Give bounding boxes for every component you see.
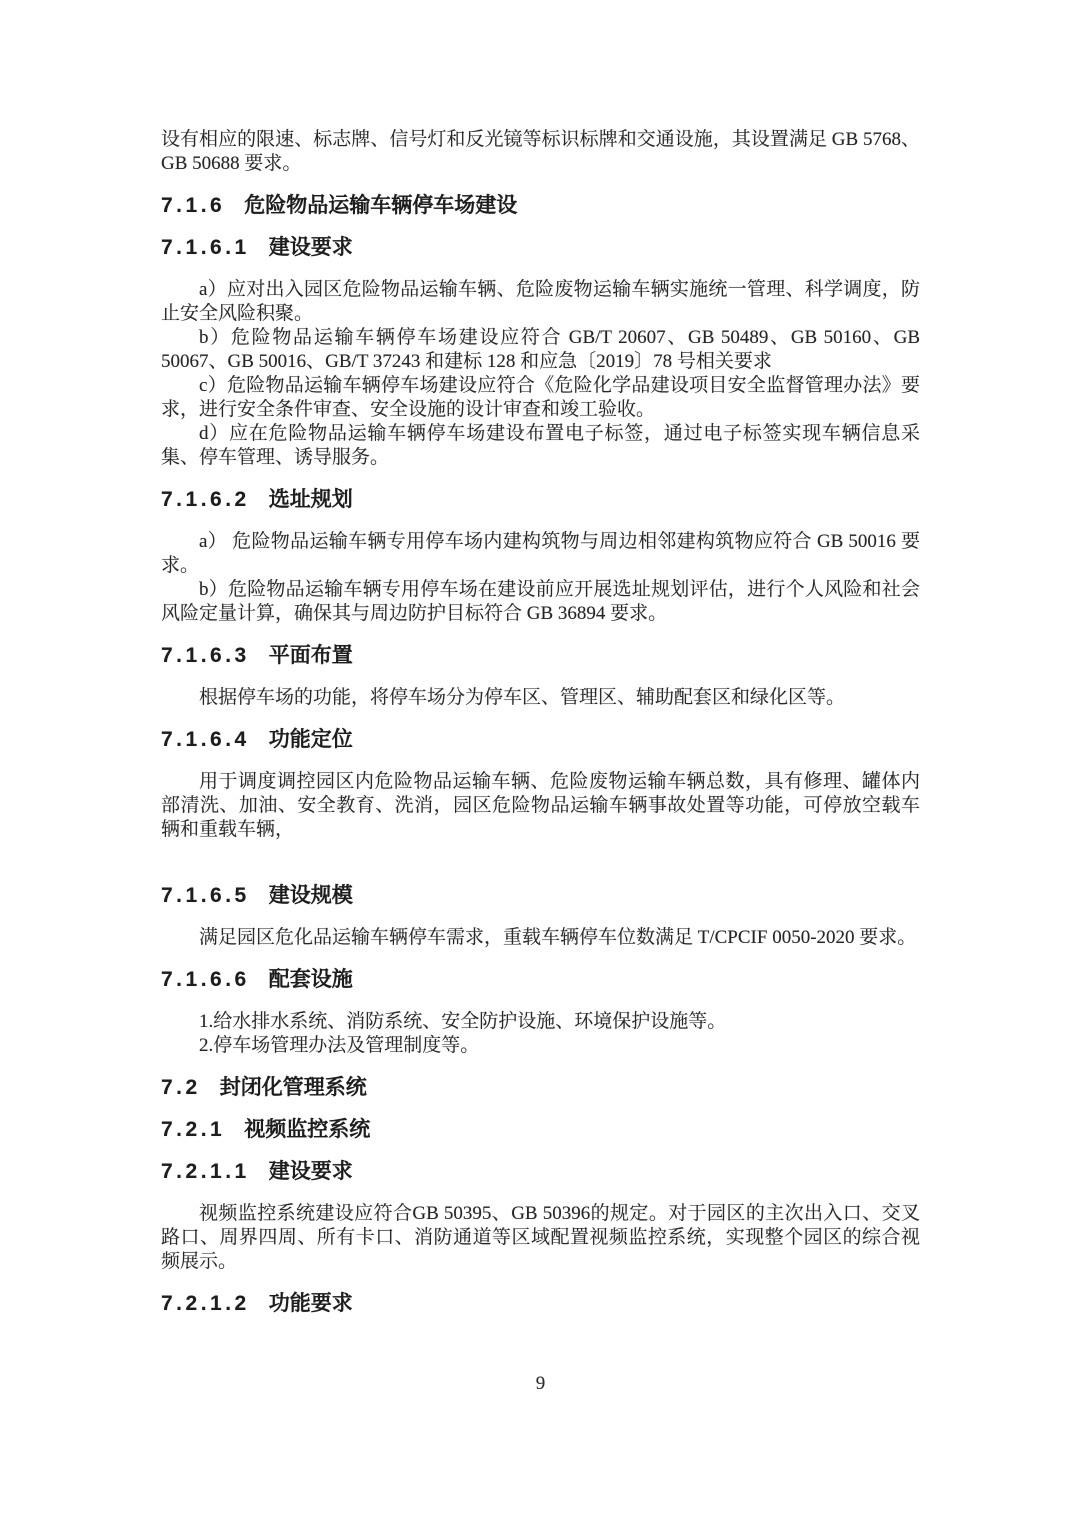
heading-title: 危险物品运输车辆停车场建设 xyxy=(244,194,518,217)
heading-title: 功能定位 xyxy=(268,728,353,751)
heading-7-1-6-2 xyxy=(161,488,920,512)
heading-7-1-6-4 xyxy=(161,728,920,752)
heading-title: 功能要求 xyxy=(268,1292,353,1315)
heading-number: 7.1.6.2 xyxy=(161,488,250,511)
paragraph-continuation: 设有相应的限速、标志牌、信号灯和反光镜等标识标牌和交通设施，其设置满足 GB 5768、GB 50688 要求。 xyxy=(161,129,920,174)
heading-number: 7.1.6.5 xyxy=(161,884,250,907)
heading-7-1-6-6 xyxy=(161,968,920,992)
heading-title: 配套设施 xyxy=(268,968,353,991)
clause-c: c）危险物品运输车辆停车场建设应符合《危险化学品建设项目安全监督管理办法》要求，进行安全条件审查、安全设施的设计审查和竣工验收。 xyxy=(161,375,920,420)
heading-7-2-1-1 xyxy=(161,1160,920,1184)
heading-number: 7.1.6.6 xyxy=(161,968,250,991)
heading-7-2-1 xyxy=(161,1118,920,1142)
heading-title: 建设要求 xyxy=(268,236,353,259)
heading-7-2-1-2 xyxy=(161,1292,920,1316)
heading-number: 7.1.6 xyxy=(161,194,226,217)
heading-title: 平面布置 xyxy=(268,644,353,667)
clause-a: a） 危险物品运输车辆专用停车场内建构筑物与周边相邻建构筑物应符合 GB 50016 要求。 xyxy=(161,531,920,576)
heading-number: 7.2.1.2 xyxy=(161,1292,250,1315)
list-item-2: 2.停车场管理办法及管理制度等。 xyxy=(199,1035,480,1056)
list-item-1: 1.给水排水系统、消防系统、安全防护设施、环境保护设施等。 xyxy=(199,1011,727,1032)
heading-7-2 xyxy=(161,1076,920,1100)
heading-title: 封闭化管理系统 xyxy=(219,1076,367,1099)
heading-number: 7.1.6.4 xyxy=(161,728,250,751)
clause-d: d）应在危险物品运输车辆停车场建设布置电子标签，通过电子标签实现车辆信息采集、停车管理、诱导服务。 xyxy=(161,423,920,468)
heading-7-1-6-3 xyxy=(161,644,920,668)
clause-b: b）危险物品运输车辆停车场建设应符合 GB/T 20607、GB 50489、GB 50160、GB 50067、GB 50016、GB/T 37243 和建标 128 和应急〔2019〕78 号相关要求 xyxy=(161,327,920,372)
clause-a: a）应对出入园区危险物品运输车辆、危险废物运输车辆实施统一管理、科学调度，防止安全风险积聚。 xyxy=(161,279,920,324)
heading-title: 选址规划 xyxy=(268,488,353,511)
paragraph: 根据停车场的功能，将停车场分为停车区、管理区、辅助配套区和绿化区等。 xyxy=(199,687,846,708)
heading-title: 视频监控系统 xyxy=(244,1118,371,1141)
paragraph: 满足园区危化品运输车辆停车需求，重载车辆停车位数满足 T/CPCIF 0050-2020 要求。 xyxy=(199,927,917,948)
page-number: 9 xyxy=(535,1373,546,1394)
heading-number: 7.1.6.3 xyxy=(161,644,250,667)
heading-7-1-6-5 xyxy=(161,884,920,908)
heading-number: 7.1.6.1 xyxy=(161,236,250,259)
document-content xyxy=(161,128,920,1396)
clause-b: b）危险物品运输车辆专用停车场在建设前应开展选址规划评估，进行个人风险和社会风险定量计算，确保其与周边防护目标符合 GB 36894 要求。 xyxy=(161,579,920,624)
heading-7-1-6-1 xyxy=(161,236,920,260)
heading-number: 7.2.1 xyxy=(161,1118,226,1141)
heading-number: 7.2 xyxy=(161,1076,201,1099)
heading-title: 建设要求 xyxy=(268,1160,353,1183)
page-footer xyxy=(161,1372,920,1396)
paragraph: 用于调度调控园区内危险物品运输车辆、危险废物运输车辆总数，具有修理、罐体内部清洗、加油、安全教育、洗消，园区危险物品运输车辆事故处置等功能，可停放空载车辆和重载车辆， xyxy=(161,771,920,840)
paragraph: 视频监控系统建设应符合GB 50395、GB 50396的规定。对于园区的主次出入口、交叉路口、周界四周、所有卡口、消防通道等区域配置视频监控系统，实现整个园区的综合视频展示。 xyxy=(161,1203,920,1272)
heading-7-1-6 xyxy=(161,194,920,218)
heading-title: 建设规模 xyxy=(268,884,353,907)
heading-number: 7.2.1.1 xyxy=(161,1160,250,1183)
